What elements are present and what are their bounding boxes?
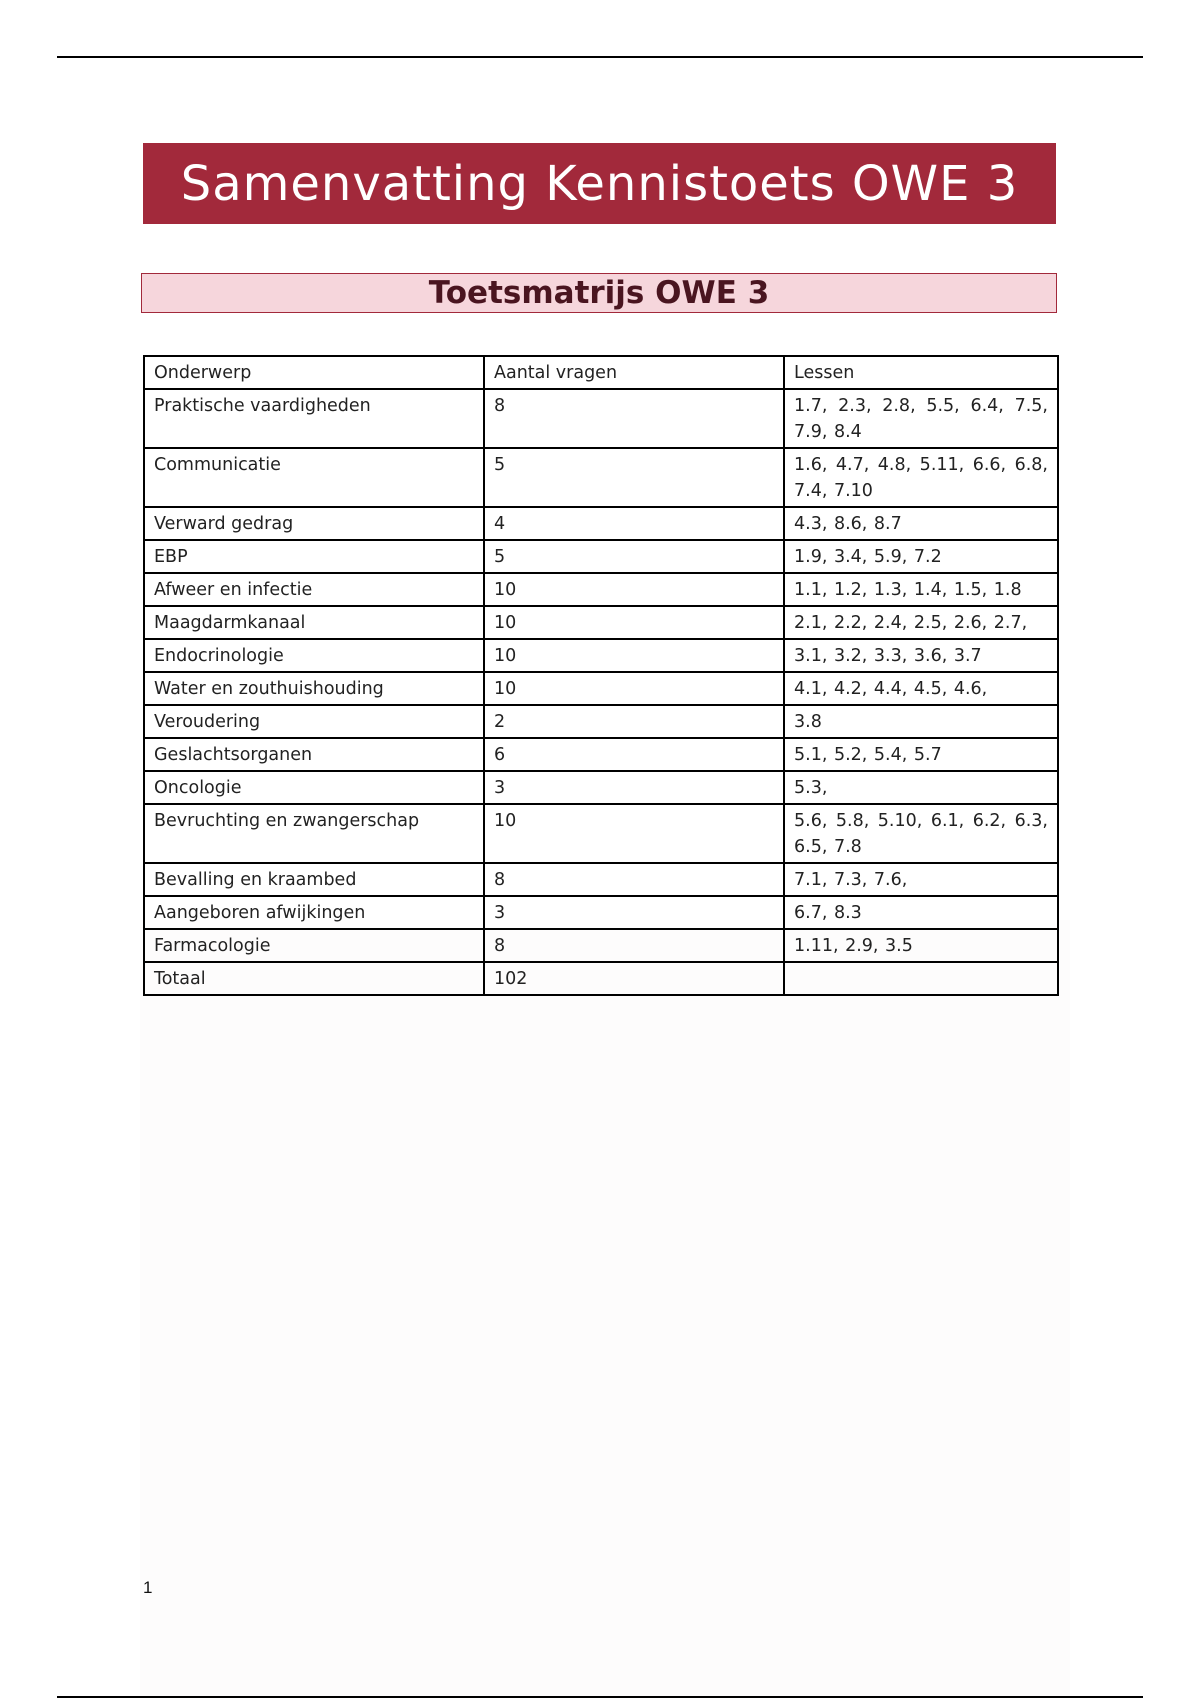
topic-cell: Afweer en infectie <box>144 573 484 606</box>
topic-cell: Maagdarmkanaal <box>144 606 484 639</box>
table-row <box>144 771 1058 804</box>
lessons-cell: 5.3, <box>784 771 1058 804</box>
lessons-cell: 6.7, 8.3 <box>784 896 1058 929</box>
table-total-row <box>144 962 1058 995</box>
topic-cell: Water en zouthuishouding <box>144 672 484 705</box>
count-cell: 8 <box>484 389 784 448</box>
lessons-cell: 3.1, 3.2, 3.3, 3.6, 3.7 <box>784 639 1058 672</box>
footer-rule <box>57 1696 1143 1698</box>
lessons-cell: 1.11, 2.9, 3.5 <box>784 929 1058 962</box>
table-header-row <box>144 356 1058 389</box>
count-cell: 2 <box>484 705 784 738</box>
lessons-cell: 1.9, 3.4, 5.9, 7.2 <box>784 540 1058 573</box>
table-row <box>144 672 1058 705</box>
table-row <box>144 389 1058 448</box>
topic-cell: Verward gedrag <box>144 507 484 540</box>
total-lessons-cell <box>784 962 1058 995</box>
lessons-cell: 5.1, 5.2, 5.4, 5.7 <box>784 738 1058 771</box>
table-row <box>144 804 1058 863</box>
toetsmatrijs-table <box>143 355 1059 996</box>
document-title: Samenvatting Kennistoets OWE 3 <box>180 155 1019 212</box>
count-cell: 5 <box>484 540 784 573</box>
page-number: 1 <box>143 1578 153 1597</box>
topic-cell: Oncologie <box>144 771 484 804</box>
count-cell: 8 <box>484 863 784 896</box>
lessons-cell: 5.6, 5.8, 5.10, 6.1, 6.2, 6.3, 6.5, 7.8 <box>784 804 1058 863</box>
count-cell: 8 <box>484 929 784 962</box>
table-row <box>144 929 1058 962</box>
table-row <box>144 606 1058 639</box>
count-cell: 6 <box>484 738 784 771</box>
table-row <box>144 639 1058 672</box>
header-cell-lessen: Lessen <box>784 356 1058 389</box>
title-banner <box>143 143 1056 224</box>
lessons-cell: 1.1, 1.2, 1.3, 1.4, 1.5, 1.8 <box>784 573 1058 606</box>
lessons-cell: 1.6, 4.7, 4.8, 5.11, 6.6, 6.8, 7.4, 7.10 <box>784 448 1058 507</box>
count-cell: 10 <box>484 573 784 606</box>
count-cell: 5 <box>484 448 784 507</box>
lessons-cell: 7.1, 7.3, 7.6, <box>784 863 1058 896</box>
topic-cell: Endocrinologie <box>144 639 484 672</box>
topic-cell: Geslachtsorganen <box>144 738 484 771</box>
table-row <box>144 705 1058 738</box>
topic-cell: Farmacologie <box>144 929 484 962</box>
count-cell: 3 <box>484 896 784 929</box>
subtitle-banner <box>141 273 1057 313</box>
count-cell: 10 <box>484 672 784 705</box>
count-cell: 3 <box>484 771 784 804</box>
lessons-cell: 4.3, 8.6, 8.7 <box>784 507 1058 540</box>
topic-cell: Veroudering <box>144 705 484 738</box>
count-cell: 10 <box>484 639 784 672</box>
header-cell-aantal-vragen: Aantal vragen <box>484 356 784 389</box>
lessons-cell: 2.1, 2.2, 2.4, 2.5, 2.6, 2.7, <box>784 606 1058 639</box>
total-count-cell: 102 <box>484 962 784 995</box>
lessons-cell: 1.7, 2.3, 2.8, 5.5, 6.4, 7.5, 7.9, 8.4 <box>784 389 1058 448</box>
topic-cell: Praktische vaardigheden <box>144 389 484 448</box>
count-cell: 4 <box>484 507 784 540</box>
topic-cell: Aangeboren afwijkingen <box>144 896 484 929</box>
table-row <box>144 507 1058 540</box>
table-row <box>144 896 1058 929</box>
header-rule <box>57 56 1143 58</box>
page-background <box>140 920 1070 1696</box>
table-row <box>144 738 1058 771</box>
lessons-cell: 4.1, 4.2, 4.4, 4.5, 4.6, <box>784 672 1058 705</box>
table-row <box>144 448 1058 507</box>
lessons-cell: 3.8 <box>784 705 1058 738</box>
count-cell: 10 <box>484 804 784 863</box>
header-cell-onderwerp: Onderwerp <box>144 356 484 389</box>
document-subtitle: Toetsmatrijs OWE 3 <box>428 275 770 311</box>
table-row <box>144 863 1058 896</box>
topic-cell: Communicatie <box>144 448 484 507</box>
table-row <box>144 540 1058 573</box>
total-label-cell: Totaal <box>144 962 484 995</box>
topic-cell: Bevruchting en zwangerschap <box>144 804 484 863</box>
topic-cell: EBP <box>144 540 484 573</box>
count-cell: 10 <box>484 606 784 639</box>
topic-cell: Bevalling en kraambed <box>144 863 484 896</box>
table-row <box>144 573 1058 606</box>
